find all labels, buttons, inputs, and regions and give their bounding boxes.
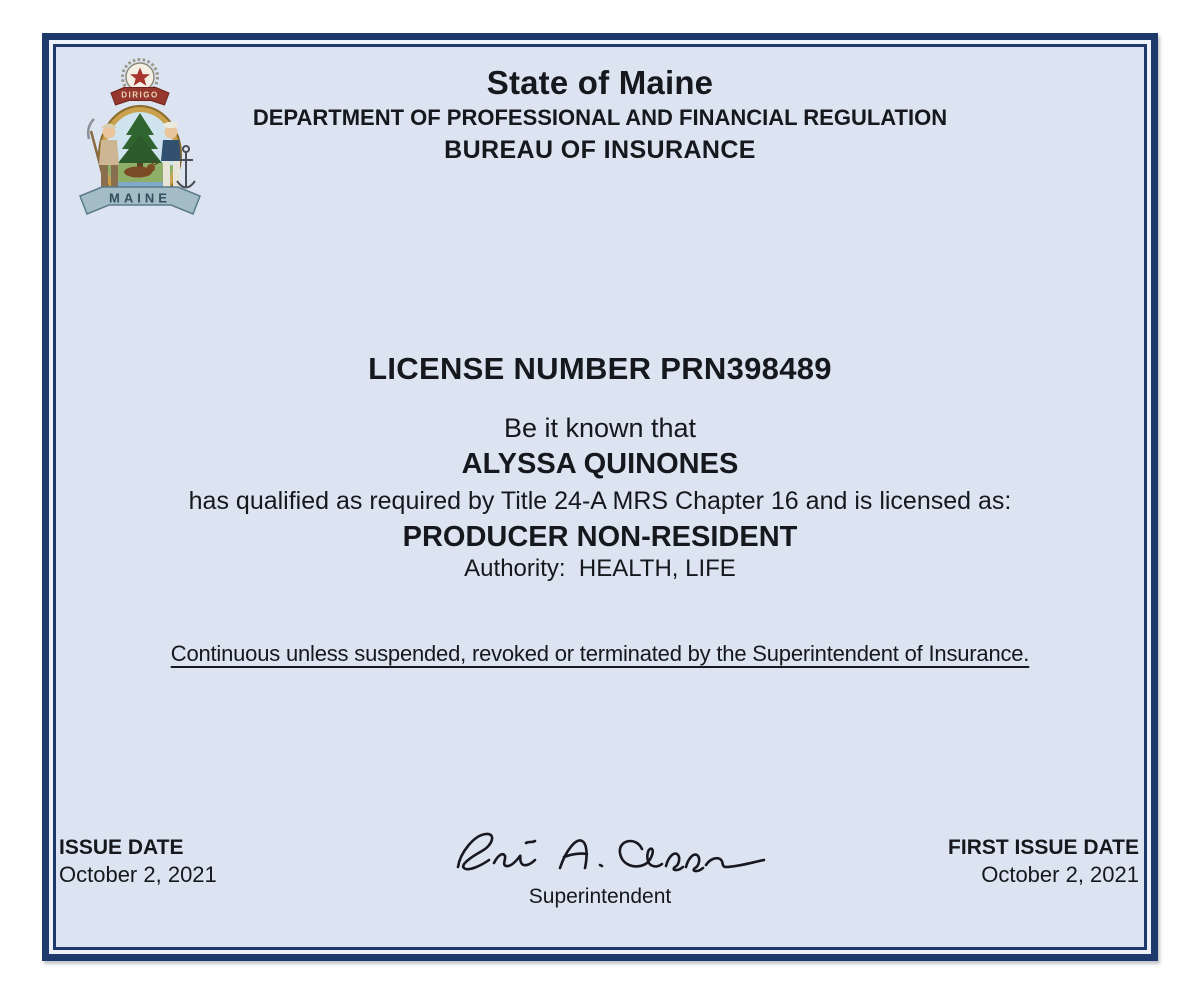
signature-title: Superintendent xyxy=(528,885,672,908)
qualification-line: has qualified as required by Title 24-A MRS Chapter 16 and is licensed as: xyxy=(188,487,1012,515)
be-it-known-line: Be it known that xyxy=(503,413,697,443)
seal-maine-text: MAINE xyxy=(109,190,171,206)
state-title: State of Maine xyxy=(486,64,714,101)
certificate xyxy=(56,47,1144,947)
licensee-name: ALYSSA QUINONES xyxy=(461,448,739,480)
certificate-header xyxy=(56,63,1144,166)
authority-line: Authority: HEALTH, LIFE xyxy=(464,555,736,582)
issue-date-label: ISSUE DATE xyxy=(59,836,184,859)
signature-icon xyxy=(430,823,770,885)
certificate-inner-border xyxy=(53,44,1147,950)
first-issue-date-label: FIRST ISSUE DATE xyxy=(948,836,1139,859)
seal-dirigo-text: DIRIGO xyxy=(121,90,159,100)
term-statement: Continuous unless suspended, revoked or terminated by the Superintendent of Insurance. xyxy=(170,641,1030,666)
certificate-outer-border xyxy=(42,33,1158,961)
issue-date-value: October 2, 2021 xyxy=(59,862,217,888)
department-line: DEPARTMENT OF PROFESSIONAL AND FINANCIAL REGULATION xyxy=(252,104,948,130)
license-number-line: LICENSE NUMBER PRN398489 xyxy=(368,351,832,386)
seal-maine-banner xyxy=(80,187,200,214)
license-type: PRODUCER NON-RESIDENT xyxy=(402,521,798,553)
first-issue-date-block xyxy=(948,836,1139,887)
bureau-line: BUREAU OF INSURANCE xyxy=(444,136,756,165)
first-issue-date-value: October 2, 2021 xyxy=(981,862,1139,888)
